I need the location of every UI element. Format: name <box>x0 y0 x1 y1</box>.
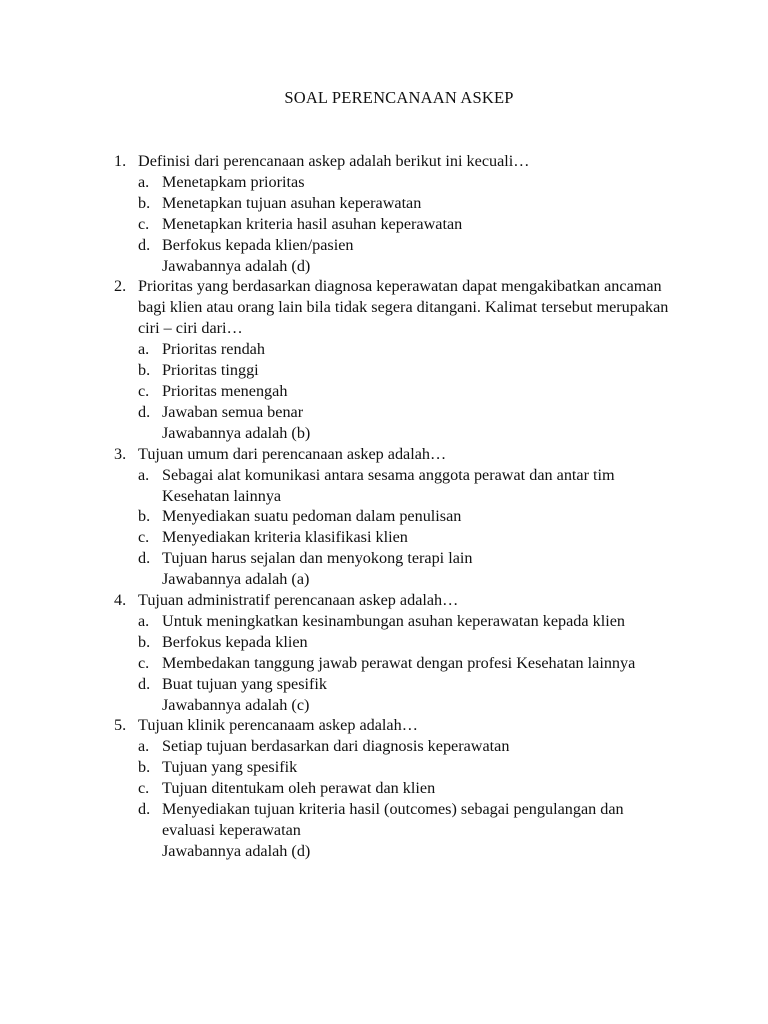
question-number: 1. <box>114 152 127 170</box>
option-d <box>138 548 674 569</box>
question-text: Tujuan umum dari perencanaan askep adalah… <box>138 444 447 463</box>
question-text: Prioritas yang berdasarkan diagnosa keperawatan dapat mengakibatkan ancaman bagi klien atau orang lain bila tidak segera ditangani. Kalimat tersebut merupakan ciri – ciri dari… <box>138 277 669 338</box>
option-b <box>138 757 674 778</box>
option-a <box>138 611 674 632</box>
option-letter: a. <box>138 340 150 359</box>
option-text: Menetapkan kriteria hasil asuhan keperawatan <box>162 214 463 233</box>
option-text: Prioritas menengah <box>162 381 288 400</box>
option-list <box>138 611 674 695</box>
option-text: Menyediakan tujuan kriteria hasil (outcomes) sebagai pengulangan dan evaluasi keperawatan <box>162 800 624 839</box>
option-a <box>138 736 674 757</box>
option-text: Berfokus kepada klien/pasien <box>162 235 354 254</box>
option-text: Tujuan harus sejalan dan menyokong terapi lain <box>162 549 473 568</box>
option-letter: c. <box>138 528 150 547</box>
option-c <box>138 778 674 799</box>
option-letter: c. <box>138 653 150 672</box>
option-text: Buat tujuan yang spesifik <box>162 674 327 693</box>
option-c <box>138 381 674 402</box>
answer-text: Jawabannya adalah (d) <box>162 256 311 275</box>
question-number: 5. <box>114 716 127 735</box>
option-letter: d. <box>138 402 151 421</box>
answer-text: Jawabannya adalah (d) <box>162 841 311 860</box>
question-text: Tujuan klinik perencanaam askep adalah… <box>138 716 418 735</box>
option-text: Menyediakan suatu pedoman dalam penulisan <box>162 507 462 526</box>
option-text: Membedakan tanggung jawab perawat dengan profesi Kesehatan lainnya <box>162 653 636 672</box>
option-text: Untuk meningkatkan kesinambungan asuhan keperawatan kepada klien <box>162 611 625 630</box>
option-text: Prioritas rendah <box>162 340 265 359</box>
document-title: SOAL PERENCANAAN ASKEP <box>284 88 514 107</box>
option-letter: d. <box>138 235 151 254</box>
question-text: Definisi dari perencanaan askep adalah berikut ini kecuali… <box>138 152 530 170</box>
question-number: 3. <box>114 444 127 463</box>
option-letter: d. <box>138 674 151 693</box>
option-letter: a. <box>138 611 150 630</box>
option-list <box>138 465 674 570</box>
question-4 <box>114 590 674 715</box>
option-text: Menetapkan tujuan asuhan keperawatan <box>162 193 422 212</box>
question-text: Tujuan administratif perencanaan askep adalah… <box>138 591 459 610</box>
answer-text: Jawabannya adalah (b) <box>162 423 311 442</box>
option-a <box>138 339 674 360</box>
option-text: Berfokus kepada klien <box>162 632 308 651</box>
question-number: 2. <box>114 277 127 296</box>
option-a <box>138 465 674 507</box>
option-letter: c. <box>138 381 150 400</box>
question-number: 4. <box>114 591 127 610</box>
option-text: Menyediakan kriteria klasifikasi klien <box>162 528 408 547</box>
option-letter: c. <box>138 214 150 233</box>
answer-text: Jawabannya adalah (a) <box>162 570 310 589</box>
option-text: Menetapkam prioritas <box>162 172 305 191</box>
option-letter: d. <box>138 800 151 819</box>
option-letter: b. <box>138 193 151 212</box>
answer-text: Jawabannya adalah (c) <box>162 695 310 714</box>
option-b <box>138 632 674 653</box>
option-d <box>138 235 674 256</box>
option-d <box>138 799 674 841</box>
option-list <box>138 736 674 841</box>
option-letter: b. <box>138 758 151 777</box>
option-list <box>138 339 674 423</box>
option-text: Tujuan yang spesifik <box>162 758 298 777</box>
option-b <box>138 193 674 214</box>
option-letter: a. <box>138 737 150 756</box>
option-a <box>138 172 674 193</box>
option-text: Tujuan ditentukam oleh perawat dan klien <box>162 779 436 798</box>
option-letter: d. <box>138 549 151 568</box>
option-d <box>138 402 674 423</box>
option-d <box>138 674 674 695</box>
question-3 <box>114 444 674 590</box>
question-5 <box>114 715 674 861</box>
option-letter: b. <box>138 507 151 526</box>
option-list <box>138 172 674 256</box>
option-letter: c. <box>138 779 150 798</box>
question-2 <box>114 276 674 443</box>
question-list <box>114 151 674 862</box>
option-b <box>138 506 674 527</box>
option-text: Prioritas tinggi <box>162 361 259 380</box>
option-b <box>138 360 674 381</box>
option-letter: a. <box>138 465 150 484</box>
option-letter: a. <box>138 172 150 191</box>
question-1 <box>114 151 674 276</box>
option-letter: b. <box>138 632 151 651</box>
option-text: Sebagai alat komunikasi antara sesama anggota perawat dan antar tim Kesehatan lainnya <box>162 465 615 505</box>
option-c <box>138 527 674 548</box>
option-letter: b. <box>138 361 151 380</box>
option-text: Jawaban semua benar <box>162 402 304 421</box>
option-c <box>138 214 674 235</box>
option-c <box>138 653 674 674</box>
option-text: Setiap tujuan berdasarkan dari diagnosis keperawatan <box>162 737 510 756</box>
